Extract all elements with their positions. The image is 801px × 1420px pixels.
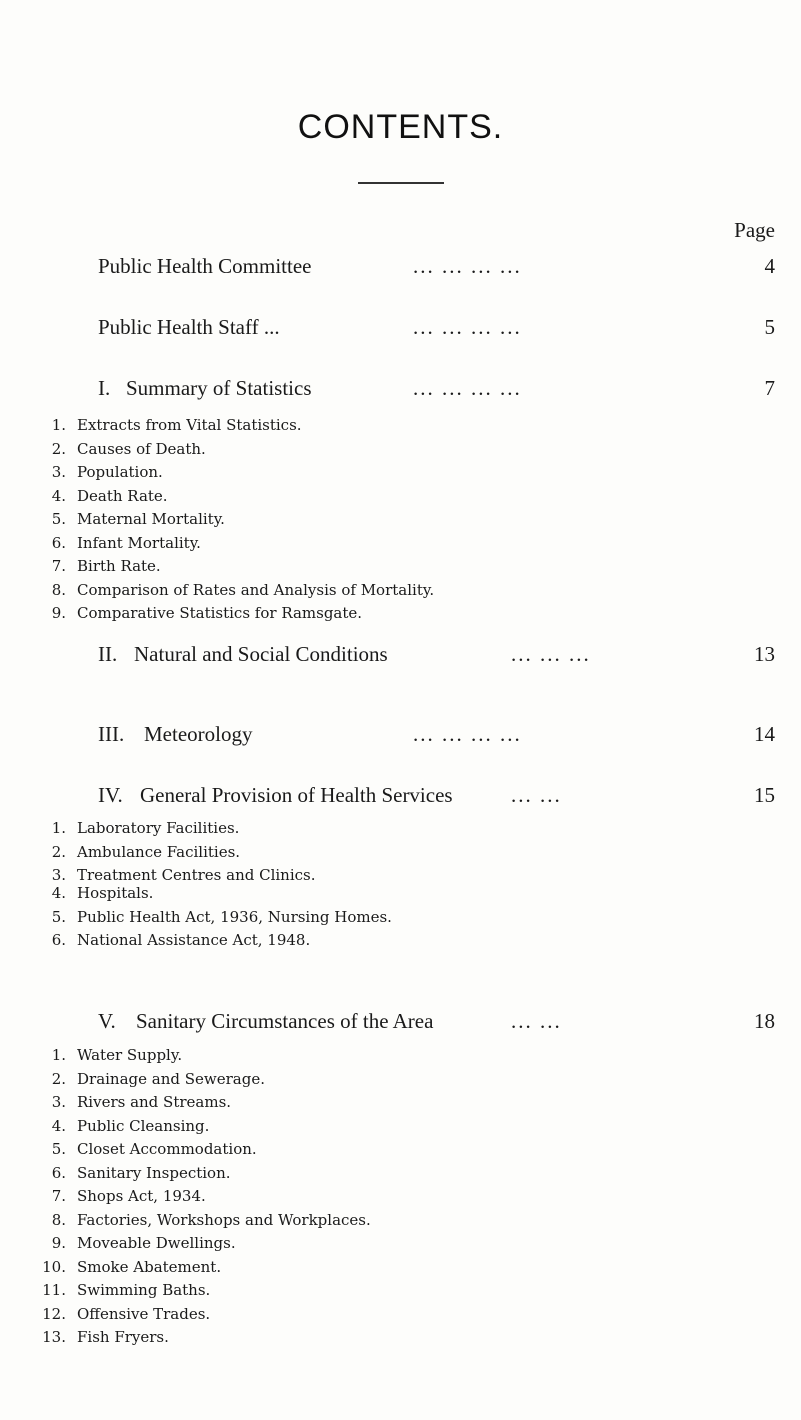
- list-item-number: 7.: [51, 1187, 66, 1205]
- list-item-number: 2.: [51, 842, 66, 861]
- toc-section-numeral: I.: [98, 376, 111, 400]
- list-item-text: Comparison of Rates and Analysis of Mortality.: [77, 580, 435, 599]
- list-item-text: Factories, Workshops and Workplaces.: [77, 1210, 371, 1229]
- section-v-subitems: [0, 1044, 801, 1350]
- toc-leader-dots: ... ...: [511, 783, 562, 807]
- list-item-text: Moveable Dwellings.: [77, 1234, 236, 1252]
- toc-page-number: 14: [754, 722, 775, 746]
- toc-leader-dots: ... ... ... ...: [413, 315, 522, 339]
- list-item-number: 11.: [42, 1281, 66, 1299]
- list-item-number: 5.: [51, 907, 66, 926]
- list-item: [0, 1256, 801, 1280]
- list-item-number: 6.: [51, 533, 66, 552]
- list-item-text: Fish Fryers.: [77, 1328, 169, 1346]
- list-item: [0, 438, 801, 462]
- list-item: [0, 555, 801, 579]
- list-item-text: Shops Act, 1934.: [77, 1187, 206, 1205]
- toc-entry-label: Meteorology: [144, 722, 253, 746]
- list-item-text: Swimming Baths.: [77, 1281, 211, 1299]
- list-item-number: 9.: [51, 604, 66, 622]
- list-item-number: 7.: [51, 557, 66, 575]
- list-item-text: Population.: [77, 463, 163, 481]
- list-item-text: Drainage and Sewerage.: [77, 1069, 265, 1088]
- toc-page-number: 7: [764, 376, 775, 400]
- list-item: [0, 929, 801, 953]
- list-item: [0, 508, 801, 532]
- list-item: [0, 579, 801, 603]
- list-item-text: Extracts from Vital Statistics.: [77, 416, 302, 434]
- toc-entry-section-iii: [98, 722, 775, 750]
- toc-entry-label: Public Health Staff ...: [98, 315, 280, 339]
- list-item: [0, 1279, 801, 1303]
- list-item-number: 4.: [51, 884, 66, 902]
- toc-entry-section-iv: [98, 783, 775, 811]
- list-item: [0, 1115, 801, 1139]
- list-item: [0, 532, 801, 556]
- list-item-text: Treatment Centres and Clinics.: [77, 866, 316, 884]
- toc-page-number: 18: [754, 1009, 775, 1033]
- list-item-number: 4.: [51, 486, 66, 505]
- list-item: [0, 1232, 801, 1256]
- toc-entry-section-ii: [98, 642, 775, 670]
- toc-section-numeral: IV.: [98, 783, 123, 807]
- list-item-number: 13.: [42, 1328, 66, 1346]
- page-column-header: Page: [734, 218, 775, 242]
- list-item: [0, 882, 801, 906]
- list-item-number: 12.: [42, 1304, 66, 1323]
- list-item-text: Closet Accommodation.: [77, 1140, 257, 1158]
- list-item-text: Infant Mortality.: [77, 533, 201, 552]
- list-item: [0, 841, 801, 865]
- list-item-text: Sanitary Inspection.: [77, 1163, 231, 1182]
- toc-section-numeral: II.: [98, 642, 118, 666]
- toc-section-numeral: III.: [98, 722, 125, 746]
- list-item: [0, 1138, 801, 1162]
- list-item-number: 9.: [51, 1234, 66, 1252]
- list-item-text: Death Rate.: [77, 486, 168, 505]
- toc-section-numeral: V.: [98, 1009, 116, 1033]
- toc-page-number: 4: [764, 254, 775, 278]
- list-item: [0, 414, 801, 438]
- toc-leader-dots: ... ...: [511, 1009, 562, 1033]
- list-item-number: 5.: [51, 1140, 66, 1158]
- list-item: [0, 1044, 801, 1068]
- list-item-text: National Assistance Act, 1948.: [77, 931, 311, 949]
- list-item-text: Comparative Statistics for Ramsgate.: [77, 604, 363, 622]
- list-item-number: 3.: [51, 1093, 66, 1111]
- list-item: [0, 1091, 801, 1115]
- list-item-text: Causes of Death.: [77, 439, 206, 458]
- page-title: CONTENTS.: [297, 108, 504, 146]
- list-item-text: Public Health Act, 1936, Nursing Homes.: [77, 907, 392, 926]
- list-item-number: 4.: [51, 1116, 66, 1135]
- list-item-text: Public Cleansing.: [77, 1116, 210, 1135]
- list-item: [0, 1303, 801, 1327]
- toc-entry-section-i: [98, 376, 775, 404]
- section-i-subitems: [0, 414, 801, 626]
- toc-page-number: 15: [754, 783, 775, 807]
- title-rule: [358, 182, 444, 184]
- toc-entry-label: Public Health Committee: [98, 254, 312, 278]
- list-item-number: 2.: [51, 1069, 66, 1088]
- toc-leader-dots: ... ... ... ...: [413, 254, 522, 278]
- list-item-number: 3.: [51, 463, 66, 481]
- list-item-text: Laboratory Facilities.: [77, 819, 240, 837]
- list-item: [0, 1326, 801, 1350]
- list-item-text: Maternal Mortality.: [77, 510, 225, 528]
- list-item-text: Offensive Trades.: [77, 1304, 211, 1323]
- list-item-number: 2.: [51, 439, 66, 458]
- list-item-number: 1.: [51, 416, 66, 434]
- list-item-number: 1.: [51, 819, 66, 837]
- list-item-number: 1.: [51, 1046, 66, 1064]
- list-item: [0, 1162, 801, 1186]
- list-item-text: Birth Rate.: [77, 557, 161, 575]
- list-item-number: 5.: [51, 510, 66, 528]
- toc-leader-dots: ... ... ...: [511, 642, 591, 666]
- toc-entry-public-health-staff: [98, 315, 775, 343]
- toc-leader-dots: ... ... ... ...: [413, 722, 522, 746]
- toc-leader-dots: ... ... ... ...: [413, 376, 522, 400]
- list-item: [0, 817, 801, 841]
- list-item-text: Water Supply.: [77, 1046, 183, 1064]
- toc-entry-label: Sanitary Circumstances of the Area: [136, 1009, 434, 1033]
- list-item: [0, 485, 801, 509]
- list-item: [0, 1068, 801, 1092]
- toc-page-number: 13: [754, 642, 775, 666]
- list-item: [0, 1185, 801, 1209]
- list-item-number: 6.: [51, 1163, 66, 1182]
- toc-entry-label: Summary of Statistics: [126, 376, 312, 400]
- toc-entry-label: Natural and Social Conditions: [134, 642, 388, 666]
- list-item-text: Hospitals.: [77, 884, 154, 902]
- toc-page-number: 5: [764, 315, 775, 339]
- list-item-number: 8.: [51, 580, 66, 599]
- list-item-text: Ambulance Facilities.: [77, 842, 241, 861]
- list-item: [0, 461, 801, 485]
- toc-entry-public-health-committee: [98, 254, 775, 282]
- list-item: [0, 864, 801, 882]
- toc-entry-section-v: [98, 1009, 775, 1037]
- list-item: [0, 602, 801, 626]
- list-item: [0, 906, 801, 930]
- section-iv-subitems: [0, 817, 801, 953]
- list-item-text: Smoke Abatement.: [77, 1257, 222, 1276]
- toc-entry-label: General Provision of Health Services: [140, 783, 453, 807]
- list-item: [0, 1209, 801, 1233]
- list-item-number: 10.: [42, 1257, 66, 1276]
- list-item-number: 6.: [51, 931, 66, 949]
- list-item-text: Rivers and Streams.: [77, 1093, 232, 1111]
- list-item-number: 8.: [51, 1210, 66, 1229]
- list-item-number: 3.: [51, 866, 66, 884]
